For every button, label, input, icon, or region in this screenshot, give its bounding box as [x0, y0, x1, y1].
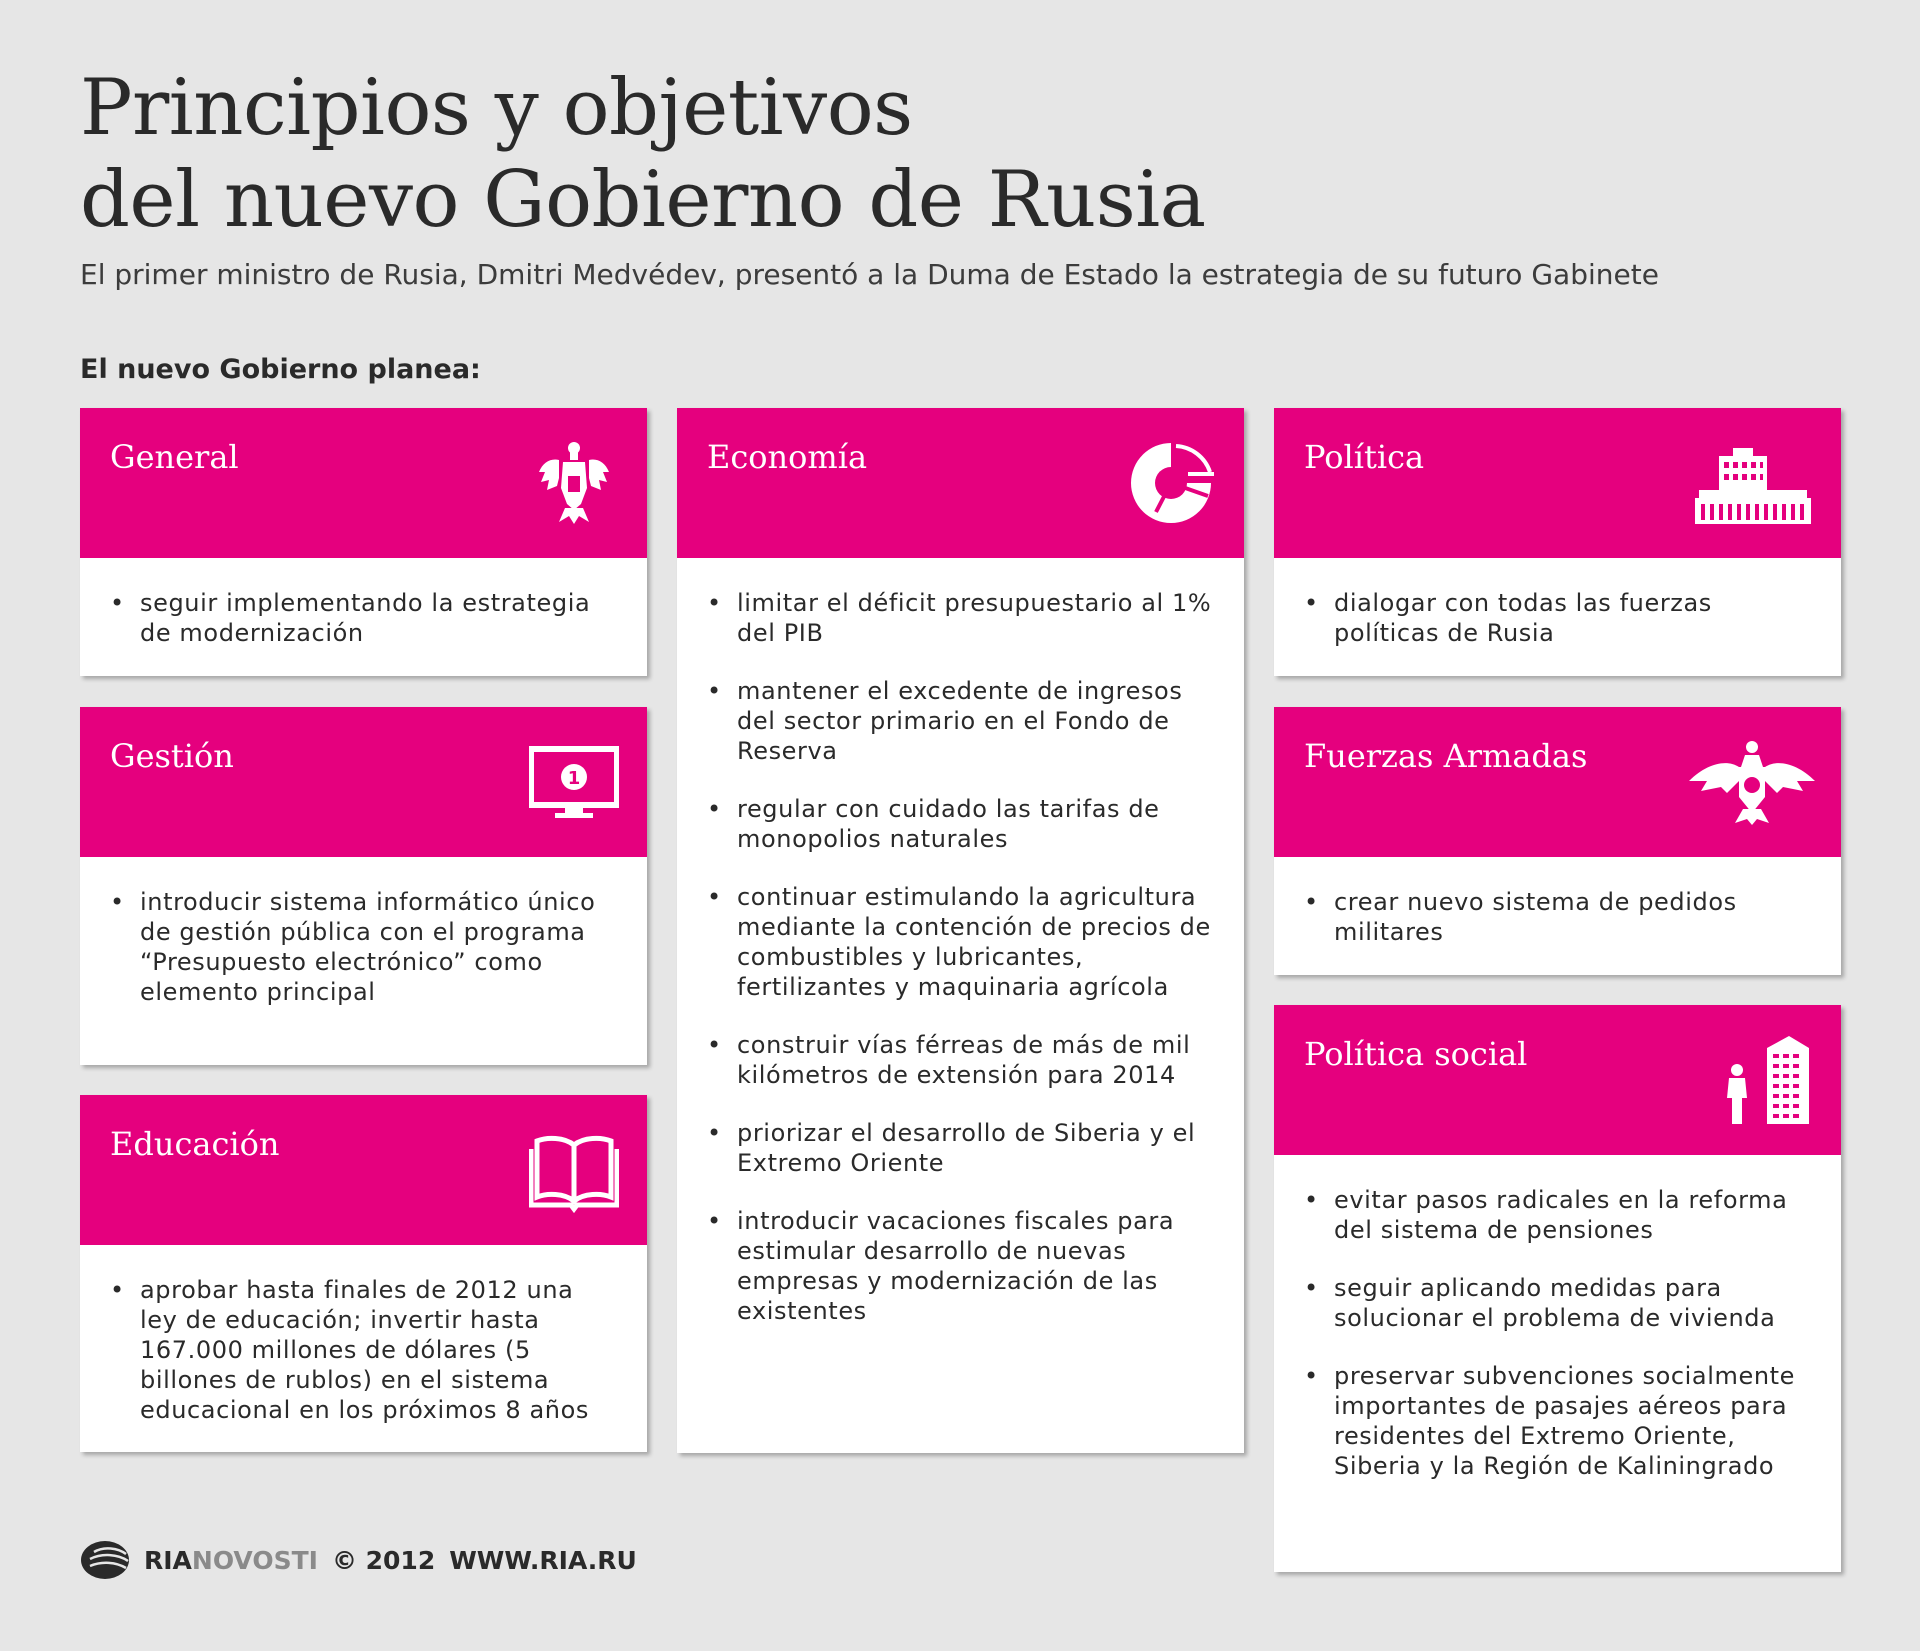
title-line-1: Principios y objetivos — [80, 63, 913, 153]
brand-name-part2: NOVOSTI — [191, 1545, 318, 1575]
list-item: • seguir aplicando medidas para solucionar el problema de vivienda — [1304, 1273, 1811, 1333]
list-item: • introducir sistema informático único de gestión pública con el programa “Presupuesto electrónico” como elemento principal — [110, 887, 617, 1007]
card-header — [677, 408, 1244, 558]
brand-name — [144, 1546, 318, 1575]
list-item: • dialogar con todas las fuerzas políticas de Rusia — [1304, 588, 1811, 648]
list-item: • mantener el excedente de ingresos del sector primario en el Fondo de Reserva — [707, 676, 1214, 766]
list-item: • regular con cuidado las tarifas de monopolios naturales — [707, 794, 1214, 854]
list-item: • evitar pasos radicales en la reforma del sistema de pensiones — [1304, 1185, 1811, 1245]
page-title — [80, 62, 1206, 246]
card-list — [110, 1275, 617, 1425]
list-item: • preservar subvenciones socialmente importantes de pasajes aéreos para residentes del Extremo Oriente, Siberia y la Región de Kaliningrado — [1304, 1361, 1811, 1481]
card-body — [80, 1245, 647, 1473]
list-item: • crear nuevo sistema de pedidos militares — [1304, 887, 1811, 947]
card-header — [1274, 408, 1841, 558]
card-general — [80, 408, 647, 676]
card-body — [80, 558, 647, 696]
person-building-icon — [1723, 1031, 1813, 1127]
page-subtitle: El primer ministro de Rusia, Dmitri Medvédev, presentó a la Duma de Estado la estrategia de su futuro Gabinete — [80, 258, 1659, 291]
card-title: Política social — [1304, 1035, 1528, 1073]
card-body — [677, 558, 1244, 1374]
brand-name-part1: RIA — [144, 1545, 192, 1575]
card-body — [1274, 558, 1841, 696]
section-label: El nuevo Gobierno planea: — [80, 354, 481, 385]
card-list — [707, 588, 1214, 1326]
card-header — [80, 408, 647, 558]
title-line-2: del nuevo Gobierno de Rusia — [80, 155, 1206, 245]
parliament-building-icon — [1693, 438, 1813, 528]
card-gestion — [80, 707, 647, 1065]
card-list — [1304, 588, 1811, 648]
card-header — [80, 1095, 647, 1245]
card-politica-social — [1274, 1005, 1841, 1572]
card-economia — [677, 408, 1244, 1453]
card-title: Política — [1304, 438, 1425, 476]
card-title: General — [110, 438, 239, 476]
list-item: • continuar estimulando la agricultura mediante la contención de precios de combustibles y lubricantes, fertilizantes y maquinaria agrícola — [707, 882, 1214, 1002]
card-header — [1274, 1005, 1841, 1155]
book-icon — [529, 1125, 619, 1215]
card-list — [1304, 1185, 1811, 1481]
card-body — [1274, 1155, 1841, 1529]
card-title: Educación — [110, 1125, 280, 1163]
list-item: • limitar el déficit presupuestario al 1% del PIB — [707, 588, 1214, 648]
card-body — [1274, 857, 1841, 995]
card-title: Economía — [707, 438, 868, 476]
footer-credits — [80, 1540, 637, 1580]
list-item: • priorizar el desarrollo de Siberia y el Extremo Oriente — [707, 1118, 1214, 1178]
card-list — [110, 588, 617, 648]
card-list — [110, 887, 617, 1007]
list-item: • introducir vacaciones fiscales para estimular desarrollo de nuevas empresas y modernización de las existentes — [707, 1206, 1214, 1326]
card-body — [80, 857, 647, 1055]
pie-chart-icon — [1126, 438, 1216, 528]
list-item: • aprobar hasta finales de 2012 una ley de educación; invertir hasta 167.000 millones de dólares (5 billones de rublos) en el sistema educacional en los próximos 8 años — [110, 1275, 617, 1425]
card-politica — [1274, 408, 1841, 676]
card-educacion — [80, 1095, 647, 1452]
card-fuerzas-armadas — [1274, 707, 1841, 975]
copyright: © 2012 — [331, 1545, 436, 1575]
card-title: Gestión — [110, 737, 234, 775]
card-header — [80, 707, 647, 857]
ria-novosti-logo-icon — [80, 1540, 130, 1580]
website-link[interactable]: WWW.RIA.RU — [449, 1545, 637, 1575]
list-item: • construir vías férreas de más de mil kilómetros de extensión para 2014 — [707, 1030, 1214, 1090]
list-item: • seguir implementando la estrategia de modernización — [110, 588, 617, 648]
monitor-number: 1 — [567, 768, 581, 789]
card-list — [1304, 887, 1811, 947]
monitor-icon — [529, 737, 619, 827]
military-eagle-icon — [1687, 737, 1817, 827]
card-header — [1274, 707, 1841, 857]
card-title: Fuerzas Armadas — [1304, 737, 1588, 775]
eagle-icon — [529, 438, 619, 528]
